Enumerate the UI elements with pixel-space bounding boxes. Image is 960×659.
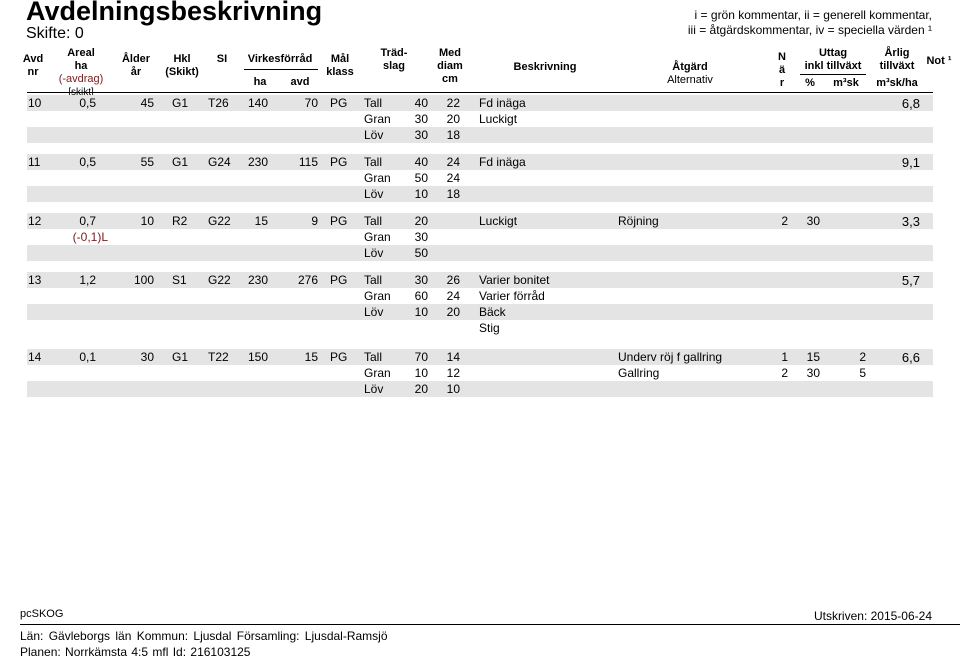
- cell-beskrivning: Varier förråd: [479, 289, 545, 303]
- cell-andel: 20: [414, 382, 428, 396]
- cell-andel: 50: [414, 246, 428, 260]
- cell-tradslag: Löv: [364, 187, 384, 201]
- cell-andel: 10: [414, 187, 428, 201]
- cell-hkl: G1: [172, 96, 189, 110]
- col-virkesforrad: Virkesförråd: [247, 53, 313, 65]
- cell-vf-avd: 276: [297, 273, 318, 287]
- cell-tradslag: Löv: [364, 128, 384, 142]
- cell-avd: 14: [28, 350, 42, 364]
- cell-si: G22: [208, 214, 231, 228]
- cell-avd: 13: [28, 273, 42, 287]
- cell-diam: 14: [446, 350, 460, 364]
- cell-hkl: G1: [172, 155, 189, 169]
- cell-atgard: Röjning: [618, 214, 659, 228]
- cell-avd: 11: [28, 155, 41, 169]
- cell-andel: 50: [414, 171, 428, 185]
- col-tradslag: Träd- slag: [380, 47, 408, 72]
- cell-beskrivning: Luckigt: [479, 214, 518, 228]
- cell-si: T26: [208, 96, 229, 110]
- cell-andel: 20: [414, 214, 428, 228]
- cell-vf-avd: 115: [298, 155, 318, 169]
- cell-alder: 30: [140, 350, 154, 364]
- cell-tradslag: Gran: [364, 230, 391, 244]
- cell-vf-avd: 9: [311, 214, 318, 228]
- row-band: [27, 381, 933, 397]
- cell-diam: 26: [446, 273, 460, 287]
- cell-uttag-m3: 5: [859, 366, 866, 380]
- cell-areal: 0,1: [79, 350, 96, 364]
- cell-diam: 18: [446, 187, 460, 201]
- cell-alder: 10: [140, 214, 154, 228]
- footer-plan: Planen: Norrkämsta 4:5 mfl Id: 216103125: [20, 645, 251, 659]
- cell-tradslag: Tall: [364, 350, 383, 364]
- cell-diam: 22: [446, 96, 460, 110]
- legend-line-1: i = grön kommentar, ii = generell kommentar,: [694, 8, 932, 22]
- cell-avd: 10: [28, 96, 42, 110]
- col-vf-avd: avd: [290, 76, 310, 88]
- cell-beskrivning: Varier bonitet: [479, 273, 550, 287]
- col-mal: Mål klass: [326, 53, 354, 78]
- col-atgard: Åtgärd Alternativ: [667, 61, 713, 86]
- cell-tradslag: Löv: [364, 305, 384, 319]
- cell-alder: 45: [140, 96, 154, 110]
- cell-beskrivning: Luckigt: [479, 112, 518, 126]
- cell-beskrivning: Bäck: [479, 305, 506, 319]
- col-alder: Ålder år: [121, 53, 151, 78]
- cell-tradslag: Gran: [364, 171, 391, 185]
- cell-areal-avdrag: (-0,1)L: [72, 230, 108, 244]
- col-tillvaxt-unit: m³sk/ha: [876, 77, 918, 89]
- cell-areal: 1,2: [79, 273, 96, 287]
- cell-andel: 10: [414, 366, 428, 380]
- cell-uttag-pct: 15: [806, 350, 820, 364]
- col-tillvaxt: Årlig tillväxt: [879, 47, 915, 72]
- header-bottom-rule: [27, 92, 933, 93]
- row-band: [27, 127, 933, 143]
- cell-diam: 24: [446, 289, 460, 303]
- cell-tradslag: Löv: [364, 246, 384, 260]
- cell-tillvaxt: 3,3: [901, 214, 920, 229]
- cell-beskrivning: Fd inäga: [479, 96, 526, 110]
- vf-divider: [244, 69, 318, 70]
- cell-areal: 0,5: [79, 155, 96, 169]
- legend-line-2: iii = åtgärdskommentar, iv = speciella värden ¹: [687, 23, 932, 37]
- cell-tradslag: Gran: [364, 289, 391, 303]
- cell-diam: 20: [446, 112, 460, 126]
- footer-region: Län: Gävleborgs län Kommun: Ljusdal Församling: Ljusdal-Ramsjö: [20, 629, 388, 643]
- col-beskrivning: Beskrivning: [513, 61, 577, 73]
- cell-areal: 0,5: [79, 96, 96, 110]
- cell-tillvaxt: 9,1: [901, 155, 920, 170]
- col-uttag-pct: %: [805, 77, 815, 89]
- col-areal: Areal ha (-avdrag): [58, 47, 104, 85]
- cell-beskrivning: Fd inäga: [479, 155, 526, 169]
- cell-si: T22: [208, 350, 229, 364]
- cell-vf-ha: 15: [254, 214, 268, 228]
- col-vf-ha: ha: [253, 76, 267, 88]
- cell-vf-avd: 15: [304, 350, 318, 364]
- printed-date: Utskriven: 2015-06-24: [813, 609, 932, 623]
- cell-avd: 12: [28, 214, 42, 228]
- cell-mal: PG: [330, 350, 348, 364]
- cell-hkl: S1: [172, 273, 187, 287]
- cell-andel: 40: [414, 96, 428, 110]
- cell-nar: 2: [781, 214, 788, 228]
- cell-hkl: G1: [172, 350, 189, 364]
- cell-andel: 30: [414, 230, 428, 244]
- cell-vf-ha: 230: [247, 155, 268, 169]
- cell-diam: 12: [446, 366, 460, 380]
- cell-diam: 24: [446, 171, 460, 185]
- col-hkl: Hkl (Skikt): [165, 53, 199, 78]
- col-nar: N ä r: [778, 51, 786, 89]
- cell-si: G22: [208, 273, 231, 287]
- col-uttag: Uttag inkl tillväxt: [804, 47, 862, 72]
- cell-uttag-pct: 30: [806, 366, 820, 380]
- footer-rule: [20, 624, 960, 625]
- cell-mal: PG: [330, 155, 348, 169]
- cell-vf-ha: 150: [247, 350, 268, 364]
- cell-mal: PG: [330, 214, 348, 228]
- col-diam: Med diam cm: [437, 47, 463, 85]
- cell-areal: 0,7: [79, 214, 96, 228]
- cell-uttag-pct: 30: [806, 214, 820, 228]
- cell-diam: 20: [446, 305, 460, 319]
- row-band: [27, 245, 933, 261]
- cell-tillvaxt: 6,8: [901, 96, 920, 111]
- brand-label: pcSKOG: [20, 608, 64, 620]
- col-uttag-m3: m³sk: [833, 77, 859, 89]
- cell-diam: 10: [446, 382, 460, 396]
- cell-alder: 100: [133, 273, 154, 287]
- col-avd: Avd nr: [22, 53, 44, 78]
- cell-si: G24: [208, 155, 231, 169]
- cell-andel: 10: [414, 305, 428, 319]
- col-not: Not ¹: [926, 55, 952, 67]
- cell-tradslag: Tall: [364, 155, 383, 169]
- cell-andel: 30: [414, 112, 428, 126]
- cell-tradslag: Tall: [364, 273, 383, 287]
- row-band: [27, 186, 933, 202]
- cell-vf-ha: 230: [247, 273, 268, 287]
- cell-diam: 24: [446, 155, 460, 169]
- cell-mal: PG: [330, 273, 348, 287]
- cell-nar: 1: [781, 350, 788, 364]
- page-title: Avdelningsbeskrivning: [26, 0, 323, 26]
- cell-tillvaxt: 6,6: [901, 350, 920, 365]
- cell-tradslag: Gran: [364, 366, 391, 380]
- cell-mal: PG: [330, 96, 348, 110]
- cell-atgard: Underv röj f gallring: [618, 350, 723, 364]
- cell-tradslag: Tall: [364, 214, 383, 228]
- cell-beskrivning: Stig: [479, 321, 500, 335]
- page-subtitle: Skifte: 0: [26, 25, 84, 42]
- cell-vf-avd: 70: [304, 96, 318, 110]
- cell-tradslag: Löv: [364, 382, 384, 396]
- cell-tillvaxt: 5,7: [901, 273, 920, 288]
- cell-andel: 70: [414, 350, 428, 364]
- cell-hkl: R2: [172, 214, 188, 228]
- uttag-divider: [800, 74, 866, 75]
- cell-uttag-m3: 2: [859, 350, 866, 364]
- cell-andel: 60: [414, 289, 428, 303]
- cell-andel: 30: [414, 273, 428, 287]
- cell-tradslag: Tall: [364, 96, 383, 110]
- col-si: SI: [216, 53, 228, 65]
- cell-andel: 40: [414, 155, 428, 169]
- cell-alder: 55: [140, 155, 154, 169]
- cell-tradslag: Gran: [364, 112, 391, 126]
- cell-atgard: Gallring: [618, 366, 660, 380]
- cell-diam: 18: [446, 128, 460, 142]
- cell-andel: 30: [414, 128, 428, 142]
- cell-nar: 2: [781, 366, 788, 380]
- cell-vf-ha: 140: [247, 96, 268, 110]
